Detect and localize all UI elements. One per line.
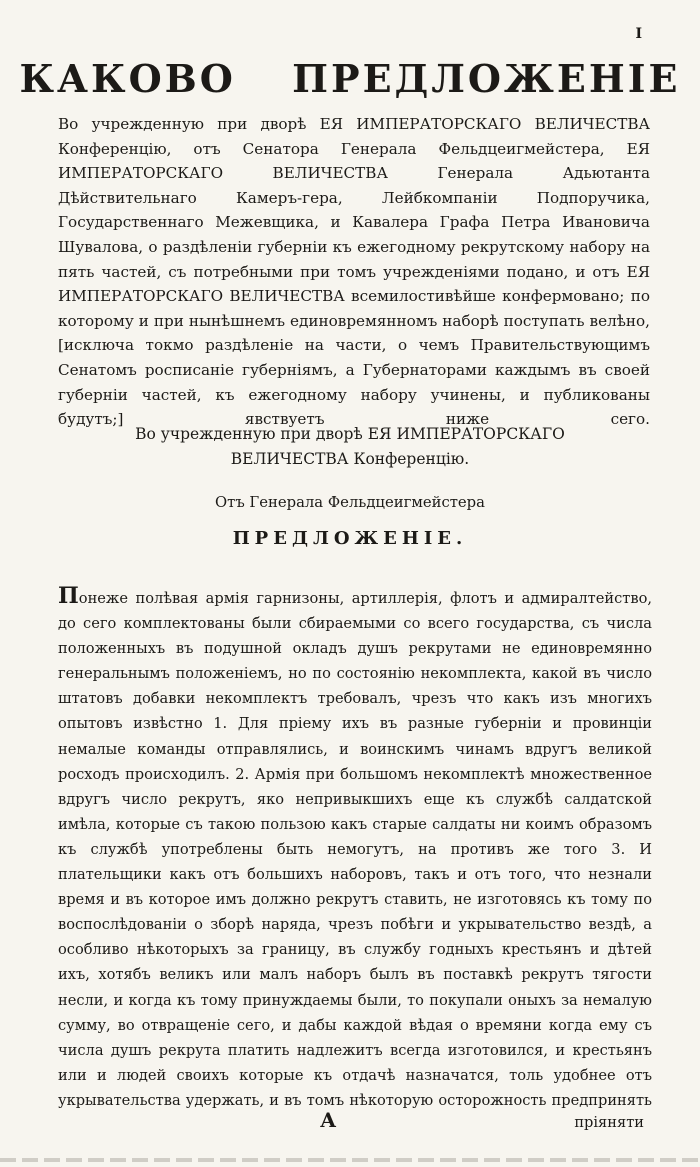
body-text: онеже полѣвая армія гарнизоны, артиллерія, флотъ и адмиралтейство, до сего комплектованы были сбираемыми со всего государства, съ числа положенныхъ въ подушной окладъ душъ рекрутами не единовремянно генеральнымъ положеніемъ, но по состоянію некомплекта, какой въ число штатовъ добавки некомплектъ требовалъ, чрезъ что какъ изъ многихъ опытовъ извѣстно 1. Для пріему ихъ въ разные губерніи и провинціи немалые команды отправлялись, и воинскимъ чинамъ вдругъ великой росходъ происходилъ. 2. Армія при большомъ некомплектѣ множественное вдругъ число рекрутъ, яко непривыкшихъ еще къ службѣ салдатской имѣла, которые съ такою пользою какъ старые салдаты ни коимъ образомъ къ службѣ употреблены быть немогутъ, на противъ же того 3. И плательщики какъ отъ большихъ наборовъ, такъ и отъ того, что незнали время и въ которое имъ должно рекрутъ ставить, не изготовясь къ тому по воспослѣдованіи о зборѣ наряда, чрезъ побѣги и укрывательство вездѣ, а особливо нѣкоторыхъ за границу, въ службу годныхъ крестьянъ и дѣтей ихъ, хотябъ великъ или малъ наборъ былъ въ поставкѣ рекрутъ тягости несли, и когда къ тому принуждаемы были, то покупали оныхъ за немалую сумму, во отвращеніе сего, и дабы каждой вѣдая о времяни когда ему съ числа душъ рекрута платить надлежитъ всегда изготовился, и крестьянъ или и людей своихъ которые къ отдачѣ назначатся, толь удобнее отъ укрывательства удержать, и въ томъ нѣкоторую осторожность предпринять xyxy=(58,590,652,1109)
intro-text: Во учрежденную при дворѣ ЕЯ ИМПЕРАТОРСКАГО ВЕЛИЧЕСТВА Конференцію, отъ Сенатора Генерала Фельдцеигмейстера, ЕЯ ИМПЕРАТОРСКАГО ВЕЛИЧЕСТВА Генерала Адьютанта Дѣйствительнаго Камеръ-гера, Лейбкомпаніи Подпоручика, Государственнаго Межевщика, и Кавалера Графа Петра Ивановича Шувалова, о раздѣленіи губерніи къ ежегодному рекрутскому набору на пять частей, съ потребными при томъ учрежденіями подано, и отъ ЕЯ ИМПЕРАТОРСКАГО ВЕЛИЧЕСТВА всемилостивѣйше конфермовано; по которому и при нынѣшнемъ единовремянномъ наборѣ поступать велѣно, [исключа токмо раздѣленіе на части, о чемъ Правительствующимъ Сенатомъ росписаніе губерніямъ, а Губернаторами каждымъ въ своей губерніи частей, къ ежегодному набору учинены, и публикованы будутъ;] явствуетъ ниже сего. xyxy=(58,115,650,429)
section-subtitle: ПРЕДЛОЖЕНІЕ. xyxy=(232,528,468,549)
page-bottom-edge xyxy=(0,1158,700,1162)
intro-paragraph xyxy=(58,112,650,432)
catchword: пріяняти xyxy=(574,1114,644,1131)
document-title: КАКОВО ПРЕДЛОЖЕНІЕ xyxy=(19,56,681,101)
address-line-2: ВЕЛИЧЕСТВА Конференцію. xyxy=(230,450,470,468)
initial-letter: П xyxy=(58,583,79,609)
address-header xyxy=(0,422,700,472)
from-line: Отъ Генерала Фельдцеигмейстера xyxy=(215,494,485,511)
body-paragraph xyxy=(58,584,652,1113)
page-number: I xyxy=(635,26,642,42)
signature-mark: А xyxy=(320,1108,337,1132)
address-line-1: Во учрежденную при дворѣ ЕЯ ИМПЕРАТОРСКАГО xyxy=(135,425,565,443)
